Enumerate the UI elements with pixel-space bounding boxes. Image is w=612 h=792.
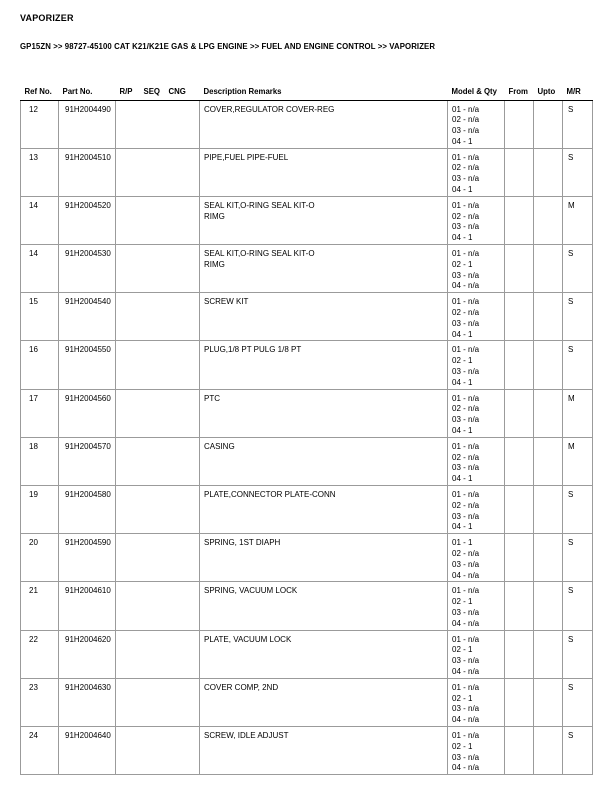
table-row xyxy=(21,437,593,485)
table-row xyxy=(21,196,593,244)
mr-cell: S xyxy=(563,486,593,534)
description-cell: COVER COMP, 2ND xyxy=(200,678,448,726)
ref-no-cell: 13 xyxy=(21,148,59,196)
upto-cell xyxy=(534,486,563,534)
mr-cell: S xyxy=(563,293,593,341)
table-row xyxy=(21,486,593,534)
col-header-description: Description Remarks xyxy=(200,83,448,100)
model-qty-cell: 01 - n/a 02 - n/a 03 - n/a 04 - 1 xyxy=(448,148,505,196)
part-no-cell: 91H2004610 xyxy=(59,582,116,630)
col-header-from: From xyxy=(505,83,534,100)
mr-cell: S xyxy=(563,582,593,630)
model-qty-cell: 01 - n/a 02 - n/a 03 - n/a 04 - 1 xyxy=(448,486,505,534)
upto-cell xyxy=(534,726,563,774)
upto-cell xyxy=(534,437,563,485)
part-no-cell: 91H2004510 xyxy=(59,148,116,196)
description-cell: PLATE, VACUUM LOCK xyxy=(200,630,448,678)
ref-no-cell: 24 xyxy=(21,726,59,774)
part-no-cell: 91H2004630 xyxy=(59,678,116,726)
from-cell xyxy=(505,100,534,148)
rp-seq-cng-cell xyxy=(116,245,200,293)
upto-cell xyxy=(534,582,563,630)
mr-cell: S xyxy=(563,678,593,726)
rp-seq-cng-cell xyxy=(116,196,200,244)
parts-table-body xyxy=(21,100,593,775)
table-row xyxy=(21,582,593,630)
mr-cell: M xyxy=(563,196,593,244)
page-title: VAPORIZER xyxy=(20,13,74,23)
part-no-cell: 91H2004620 xyxy=(59,630,116,678)
ref-no-cell: 20 xyxy=(21,534,59,582)
from-cell xyxy=(505,534,534,582)
ref-no-cell: 15 xyxy=(21,293,59,341)
breadcrumb: GP15ZN >> 98727-45100 CAT K21/K21E GAS & LPG ENGINE >> FUEL AND ENGINE CONTROL >> VAPORIZER xyxy=(20,42,436,51)
mr-cell: S xyxy=(563,245,593,293)
upto-cell xyxy=(534,293,563,341)
upto-cell xyxy=(534,196,563,244)
table-row xyxy=(21,389,593,437)
description-cell: SEAL KIT,O-RING SEAL KIT-O RIMG xyxy=(200,196,448,244)
part-no-cell: 91H2004570 xyxy=(59,437,116,485)
parts-table xyxy=(20,83,593,775)
upto-cell xyxy=(534,389,563,437)
rp-seq-cng-cell xyxy=(116,534,200,582)
ref-no-cell: 18 xyxy=(21,437,59,485)
table-row xyxy=(21,100,593,148)
mr-cell: M xyxy=(563,389,593,437)
ref-no-cell: 17 xyxy=(21,389,59,437)
rp-seq-cng-cell xyxy=(116,486,200,534)
model-qty-cell: 01 - n/a 02 - n/a 03 - n/a 04 - 1 xyxy=(448,437,505,485)
part-no-cell: 91H2004520 xyxy=(59,196,116,244)
rp-seq-cng-cell xyxy=(116,389,200,437)
from-cell xyxy=(505,293,534,341)
upto-cell xyxy=(534,341,563,389)
col-header-upto: Upto xyxy=(534,83,563,100)
mr-cell: S xyxy=(563,726,593,774)
table-row xyxy=(21,245,593,293)
table-row xyxy=(21,630,593,678)
from-cell xyxy=(505,726,534,774)
from-cell xyxy=(505,245,534,293)
ref-no-cell: 23 xyxy=(21,678,59,726)
rp-seq-cng-cell xyxy=(116,726,200,774)
rp-seq-cng-cell xyxy=(116,100,200,148)
description-cell: PLATE,CONNECTOR PLATE-CONN xyxy=(200,486,448,534)
description-cell: COVER,REGULATOR COVER-REG xyxy=(200,100,448,148)
col-header-cng: CNG xyxy=(165,83,200,100)
model-qty-cell: 01 - n/a 02 - n/a 03 - n/a 04 - 1 xyxy=(448,100,505,148)
ref-no-cell: 22 xyxy=(21,630,59,678)
model-qty-cell: 01 - n/a 02 - 1 03 - n/a 04 - n/a xyxy=(448,678,505,726)
model-qty-cell: 01 - n/a 02 - n/a 03 - n/a 04 - 1 xyxy=(448,389,505,437)
table-row xyxy=(21,341,593,389)
description-cell: CASING xyxy=(200,437,448,485)
model-qty-cell: 01 - n/a 02 - 1 03 - n/a 04 - n/a xyxy=(448,245,505,293)
col-header-rp: R/P xyxy=(116,83,140,100)
from-cell xyxy=(505,389,534,437)
mr-cell: S xyxy=(563,630,593,678)
ref-no-cell: 14 xyxy=(21,196,59,244)
upto-cell xyxy=(534,678,563,726)
part-no-cell: 91H2004580 xyxy=(59,486,116,534)
part-no-cell: 91H2004490 xyxy=(59,100,116,148)
mr-cell: S xyxy=(563,100,593,148)
model-qty-cell: 01 - 1 02 - n/a 03 - n/a 04 - n/a xyxy=(448,534,505,582)
part-no-cell: 91H2004590 xyxy=(59,534,116,582)
ref-no-cell: 21 xyxy=(21,582,59,630)
description-cell: PLUG,1/8 PT PULG 1/8 PT xyxy=(200,341,448,389)
col-header-model-qty: Model & Qty xyxy=(448,83,505,100)
from-cell xyxy=(505,341,534,389)
table-row xyxy=(21,293,593,341)
from-cell xyxy=(505,630,534,678)
upto-cell xyxy=(534,148,563,196)
rp-seq-cng-cell xyxy=(116,678,200,726)
table-row xyxy=(21,148,593,196)
description-cell: SPRING, VACUUM LOCK xyxy=(200,582,448,630)
from-cell xyxy=(505,148,534,196)
col-header-ref-no: Ref No. xyxy=(21,83,59,100)
description-cell: SCREW KIT xyxy=(200,293,448,341)
mr-cell: S xyxy=(563,341,593,389)
rp-seq-cng-cell xyxy=(116,148,200,196)
upto-cell xyxy=(534,100,563,148)
part-no-cell: 91H2004530 xyxy=(59,245,116,293)
model-qty-cell: 01 - n/a 02 - 1 03 - n/a 04 - n/a xyxy=(448,726,505,774)
model-qty-cell: 01 - n/a 02 - n/a 03 - n/a 04 - 1 xyxy=(448,196,505,244)
mr-cell: S xyxy=(563,148,593,196)
part-no-cell: 91H2004640 xyxy=(59,726,116,774)
mr-cell: S xyxy=(563,534,593,582)
rp-seq-cng-cell xyxy=(116,582,200,630)
description-cell: SCREW, IDLE ADJUST xyxy=(200,726,448,774)
model-qty-cell: 01 - n/a 02 - n/a 03 - n/a 04 - 1 xyxy=(448,293,505,341)
from-cell xyxy=(505,486,534,534)
col-header-seq: SEQ xyxy=(140,83,165,100)
part-no-cell: 91H2004560 xyxy=(59,389,116,437)
from-cell xyxy=(505,582,534,630)
model-qty-cell: 01 - n/a 02 - 1 03 - n/a 04 - n/a xyxy=(448,582,505,630)
part-no-cell: 91H2004550 xyxy=(59,341,116,389)
upto-cell xyxy=(534,630,563,678)
rp-seq-cng-cell xyxy=(116,630,200,678)
from-cell xyxy=(505,437,534,485)
from-cell xyxy=(505,678,534,726)
mr-cell: M xyxy=(563,437,593,485)
table-header-row xyxy=(21,83,593,100)
table-row xyxy=(21,726,593,774)
ref-no-cell: 14 xyxy=(21,245,59,293)
description-cell: SPRING, 1ST DIAPH xyxy=(200,534,448,582)
upto-cell xyxy=(534,245,563,293)
ref-no-cell: 12 xyxy=(21,100,59,148)
rp-seq-cng-cell xyxy=(116,437,200,485)
ref-no-cell: 19 xyxy=(21,486,59,534)
description-cell: PIPE,FUEL PIPE-FUEL xyxy=(200,148,448,196)
col-header-mr: M/R xyxy=(563,83,593,100)
rp-seq-cng-cell xyxy=(116,341,200,389)
col-header-part-no: Part No. xyxy=(59,83,116,100)
model-qty-cell: 01 - n/a 02 - 1 03 - n/a 04 - 1 xyxy=(448,341,505,389)
model-qty-cell: 01 - n/a 02 - 1 03 - n/a 04 - n/a xyxy=(448,630,505,678)
from-cell xyxy=(505,196,534,244)
table-row xyxy=(21,534,593,582)
ref-no-cell: 16 xyxy=(21,341,59,389)
description-cell: PTC xyxy=(200,389,448,437)
table-row xyxy=(21,678,593,726)
part-no-cell: 91H2004540 xyxy=(59,293,116,341)
upto-cell xyxy=(534,534,563,582)
rp-seq-cng-cell xyxy=(116,293,200,341)
description-cell: SEAL KIT,O-RING SEAL KIT-O RIMG xyxy=(200,245,448,293)
